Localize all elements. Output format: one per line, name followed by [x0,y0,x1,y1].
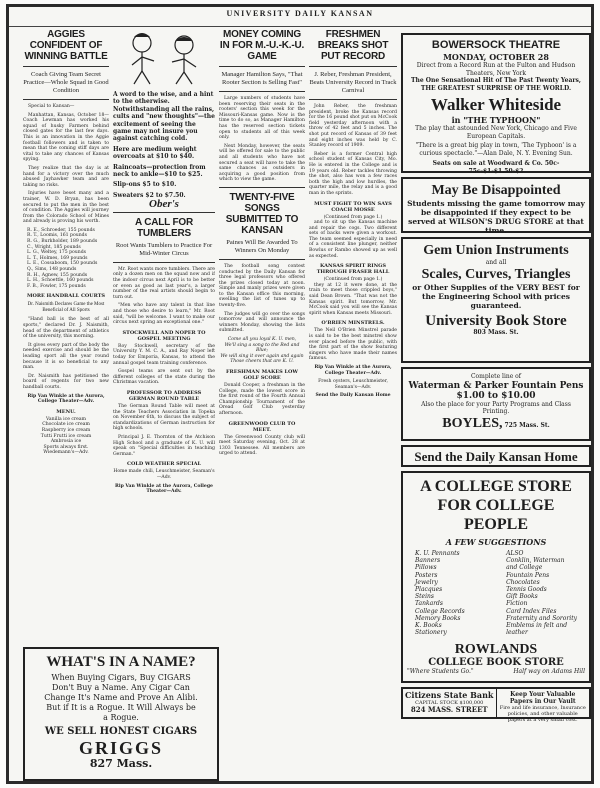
gem-sub: and all [485,259,507,266]
column-1 [23,29,109,641]
college-title-2: FOR COLLEGE PEOPLE [437,497,555,533]
ad-sign: Send the Daily Kansan Home [315,393,391,399]
roster-item: Q., Sims, 148 pounds [27,267,77,273]
article-paragraph: Mr. Root wants more tumblers. There are only a dozen men on the squad now and if the indoor circus next April is to be better or even as good as last year's, a larger number of the real artists should begin to turn out. [113,266,215,300]
college-store-ad [401,471,591,683]
aggies-subhead: Coach Giving Team Secret Practice—Whole Squad in Good Condition [23,71,109,94]
bank-left [403,689,496,717]
article-paragraph: They realize that the day is at hand for a victory over the much abused Jayhawker team and are taking no risks. [23,165,109,188]
golf-headline: FRESHMAN MAKES LOW GOLF SCORE [226,369,298,381]
gem-ad [401,237,591,363]
suggestion-item: Emblems in felt and [506,622,568,630]
masthead: UNIVERSITY DAILY KANSAN [9,7,591,27]
suggestion-item: Fiction [506,600,528,608]
whats-line: Don't Buy a Name. Any Cigar Can [52,683,190,692]
suggestion-item: Placques [415,586,443,594]
article-paragraph: Roy Stockwell, secretary of the University Y. M. C. A., and Ray Noper left today for Emporia, Kansas, to attend the annual gospel team training conference. [113,343,215,366]
theatre-date: MONDAY, OCTOBER 28 [443,52,549,62]
divider [219,187,305,188]
german-headline: PROFESSOR TO ADDRESS GERMAN ROUND TABLE [126,389,202,402]
rowlands-address: Half way on Adams Hill [513,668,585,676]
pen-text: Also the place for your Party Programs and Class Printing. [421,400,571,415]
suggestion-item: College Records [415,607,465,615]
menu-item: Sports always first. [43,444,89,450]
suggestion-item: Card Index Files [506,607,557,615]
minstrels-headline: O'BRIEN MINSTRELS. [321,320,385,327]
pen-title: Waterman & Parker Fountain Pens [408,380,584,391]
mosse-headline: MUST FIGHT TO WIN SAYS COACH MOSSE [314,200,392,213]
songs-headline: TWENTY-FIVE SONGS SUBMITTED TO KANSAN [225,191,299,236]
whats-line: Change It's Name and Prove An Alibi. [44,693,198,702]
suggestion-item: Steins [415,593,434,601]
divider [113,262,215,263]
roster-item: L. T., Holmes, 169 pounds [27,255,88,261]
seats-line: Seats on sale at Woodward & Co. 50c-75c-$1-$1.50-$2 [432,160,560,175]
newspaper-page [6,4,594,784]
article-paragraph: The Neil O'Brien Minstrel parade is said to be the best minstrel show ever placed before the public, with the first part of the show featuring singers who have made their names famous. [309,328,397,362]
suggestions-title: A FEW SUGGESTIONS [445,537,547,547]
divider [309,66,397,67]
wilson-ad [401,177,591,233]
rowlands-footer [407,668,585,676]
suggestions-right [506,550,577,636]
cold-weather-headline: COLD WEATHER SPECIAL [126,461,201,468]
article-paragraph: Dr. Naismith has petitioned the board of regents for two new handball courts. [23,373,109,390]
column-4 [309,29,397,779]
article-paragraph: Injuries have beset many and a trainer, W. D. Bryan, has been secured to put the men in the best of condition. The Aggies will journey from the Colorado School of Mines and already is proving his worth. [23,191,109,225]
stockwell-headline: STOCKWELL AND NOPER TO GOSPEL MEETING [122,329,206,342]
whats-line: When Buying Cigars, Buy CIGARS [51,673,191,682]
disappoint-title: May Be Disappointed [431,183,561,198]
suggestion-item: ALSO [506,550,524,557]
spirit-headline: KANSAS SPIRIT RINGS THROUGH FRASER HALL [316,263,390,276]
pen-line: Complete line of [470,373,522,380]
suggestion-item: Jewelry [415,578,438,586]
continued-note: (Continued from page 1.) [323,277,383,283]
song-line: We'll sing a song to the Red and Blue; [224,342,300,354]
whats-line: But if It is a Rogue. It Will Always be [46,703,196,712]
menu-title: MENU. [56,408,76,415]
suggestion-lists [407,550,585,636]
cartoon-illustration [113,29,215,87]
roster-item: R. H., Agnew, 155 pounds [27,272,88,278]
divider [113,212,215,213]
songs-subhead: Paines Will Be Awarded To Winners On Monday [226,238,298,254]
divider [219,66,305,67]
boyles-name: BOYLES, [442,415,503,431]
dateline: Special to Kansan— [28,104,75,109]
article-paragraph: The judges will go over the songs tomorrow and will announce the winners Monday, showing the lists submitted. [219,311,305,334]
ad-caption: A word to the wise, and a hint to the otherwise. Notwithstanding all the rains, cults and "new thoughts"—the excitement of seeing the game may not insure you against catching cold. [113,91,215,143]
play-name: in "THE TYPHOON" [451,115,541,125]
divider [23,66,109,67]
suggestion-item: Chocolates [506,578,540,586]
article-paragraph: "Men who have any talent in that line and those who desire to learn," Mr. Root said, "will be welcome. I want to make our circus next spring an exceptional one." [113,303,215,326]
theatre-direct: Direct from a Record Run at the Fulton and Hudson Theaters, New York [416,62,576,77]
divider [219,91,305,92]
menu-item: Tutti Frutti ice cream [40,433,92,439]
article-paragraph: Next Monday, however, the seats will be offered for sale to the public and all students who have not secured a seat will have to take the same chances as outsiders in acquiring a good position from which to view the game. [219,143,305,183]
tumblers-headline: A CALL FOR TUMBLERS [135,216,193,239]
suggestion-item: leather [506,629,528,637]
roster-item: L. E., Cossaboom, 150 pounds [27,261,98,267]
handball-headline: MORE HANDBALL COURTS [26,293,106,300]
ad-offer: Slip-ons $5 to $10. [113,181,177,189]
continued-note: (Continued from page 1.) [323,214,383,220]
pen-price: $1.00 to $10.00 [456,390,536,401]
roster-item: F. B., Fowler, 175 pounds [27,283,86,289]
send-home-text: Send the Daily Kansan Home [414,449,578,464]
roster-item: R. G., Burkholder, 189 pounds [27,239,98,245]
rowlands-subtitle: COLLEGE BOOK STORE [428,657,564,669]
theatre-quote: The play that astounded New York, Chicago and Five European Capitals. [415,125,577,140]
suggestion-item: K. Books [415,622,442,630]
handball-subhead: Dr. Naismith Declares Game the Most Beneficial of All Sports [27,302,105,314]
song-verse [219,337,305,365]
article-paragraph: Principal J. E. Thornton of the Atchison High School and a graduate of K. U. will speak on "Special difficulties in teaching German." [113,434,215,457]
store-address: 803 Mass. St. [473,328,519,336]
song-line: Those cheers that are K. U. [230,359,294,365]
suggestion-item: Pillows [415,564,437,572]
roster-item: R. T., Loomis, 161 pounds [27,233,87,239]
divider [219,259,305,260]
suggestion-item: Banners [415,557,441,565]
article-paragraph: Reber is a former Central high school student of Kansas City, Mo. He is entered in the College and is 19 years old. Reber tackles throwing the shot, also has won a few races both the high and low hurdles, the quarter mile, the relay and is a good man in the sprints. [309,151,397,196]
article-paragraph: Donald Cooper, a freshman in the College, made the lowest score in the first round of the Fourth Annual Championship Tournament of the Oread Golf Club yesterday afternoon. [219,383,305,416]
suggestions-left [415,550,465,636]
roster-item: L. H., Schoettle, 160 pounds [27,278,94,284]
college-title-1: A COLLEGE STORE [420,478,572,495]
suggestion-item: Posters [415,571,438,579]
song-line: We will sing it over again and again [220,353,304,359]
shotput-headline: FRESHMEN BREAKS SHOT PUT RECORD [317,29,389,62]
suggestion-item: Tankards [415,600,443,608]
whats-title: WHAT'S IN A NAME? [46,654,196,670]
theatre-name: BOWERSOCK THEATRE [431,39,561,51]
whats-honest: WE SELL HONEST CIGARS [44,726,198,737]
whats-line: a Rogue. [103,713,139,722]
menu-item: Chocolate ice cream [42,422,90,428]
suggestion-item: Fountain Pens [506,571,550,579]
suggestion-item: Memory Books [415,614,461,622]
boyles-line [407,416,585,432]
star-name: Walker Whiteside [430,95,562,114]
bowersock-ad [401,33,591,173]
song-line: Come all you loyal K. U. men, [227,337,297,343]
suggestion-item: Tennis Goods [506,586,547,594]
gem-text: or Other Supplies of the VERY BEST for the Engineering School with prices guaranteed. [412,282,580,310]
article-paragraph: The football song contest conducted by the Daily Kansan for three legal professors who offered the prizes closed today at noon. Simple and manly prizes were given to the Kansan office this morning, swelling the list of tunes up to twenty-five. [219,263,305,309]
cold-weather-text: Home made chili, Leuschmeister, Seaman's—Adv. [113,469,215,480]
griggs-cigar-ad [23,647,219,781]
rowlands-title: ROWLANDS [454,642,538,658]
article-paragraph: Large numbers of students have been reserving their seats in the rooters' section this week for the Missouri-Kansas game. Now is the time to do so, as Manager Hamilton has the reserved section tickets open to students all of this week only. [219,96,305,141]
rowlands-slogan: "Where Students Go." [407,668,474,676]
store-name: University Book Store [425,312,567,329]
send-home-banner [401,445,591,467]
ad-offer: Sweaters $2 to $7.50. [113,191,186,199]
column-2 [113,29,215,641]
suggestion-item: K. U. Pennants [415,550,460,557]
ad-offer: Here are medium weight overcoats at $10 to $40. [113,145,197,161]
roster-item: L. G., Weltey, 175 pounds [27,250,87,256]
article-paragraph: "Hand ball is the best of all sports," declared Dr. J. Naismith, head of the department of athletics of the university, this morning. [23,317,109,340]
bank-ad [401,687,591,723]
roster-list [23,228,109,290]
article-paragraph: and to sit up the Kansas machine and repair the cogs. Two different sets of backs were given a workout. The team seemed especially in need of a consistent line plunger, neither Bowlus or Rambo showed up as well as expected. [309,220,397,259]
disappoint-text: Students missing the game tomorrow may be disappointed if they expect to be served at WILSON'S DRUG STORE at that time. [407,199,585,235]
column-5-ads [401,29,591,781]
article-paragraph: The German Round Table will meet at the State Teachers Association in Topeka on November 6th, to discuss the subject of standardizations of German instruction for high schools. [113,403,215,432]
ad-offer: Raincoats—protection from neck to ankle—$10 to $25. [113,163,206,179]
boyles-address: 725 Mass. St. [504,421,550,429]
suggestion-item: Conklin, Waterman [506,557,565,565]
griggs-name: GRIGGS [78,738,164,758]
suggestion-item: Stationery [415,629,447,637]
ad-sign: Rip Van Winkle at the Aurora, College Theater—Adv. [314,364,392,376]
bank-right [496,689,590,723]
suggestion-item: Gift Books [506,593,538,601]
article-paragraph: The Greenwood County club will meet Saturday evening, Oct. 28 at 1303 Tennessee. All members are urged to attend. [219,434,305,457]
menu-list [23,417,109,456]
suggestion-item: and College [506,564,543,572]
bank-address: 824 MASS. STREET [410,705,488,714]
divider [23,99,109,100]
suggestion-item: Fraternity and Sorority [506,614,577,622]
menu-item: Raspberry ice cream [41,427,91,433]
article-paragraph: It gives every part of the body the needed exercise and should be the leading sport all the year round because it is so beneficial to any man. [23,342,109,371]
column-3 [219,29,305,779]
menu-item: Vanilla ice cream [45,416,86,422]
article-paragraph: they at 12 it were done, at the train to meet those crippled boys," said Dean Brown. "That was not the Kansas spirit. But tomorrow, Mr. McCook said you will see the Kansas spirit when Kansas meets Missouri. [309,282,397,316]
tumblers-subhead: Root Wants Tumblers to Practice For Mid-Winter Circus [115,241,213,257]
vault-title: Keep Your Valuable Papers in Our Vault [509,691,576,705]
gem-big: Scales, Curves, Triangles [421,266,571,282]
aggies-headline: AGGIES CONFIDENT OF WINNING BATTLE [24,29,108,62]
menu-item: Ambrosia ice [50,439,82,445]
theatre-line: The One Sensational Hit of The Past Twenty Years, THE GREATEST SURPRISE OF THE WORLD. [411,77,581,92]
article-paragraph: John Reber, the freshman president, broke the Kansas record for the 16 pound shot put on McCook field yesterday afternoon with a throw of 42 feet and 5 inches. The shot put record of Kansas of 39 feet and eight inches was held by C. Stanley record of 1909. [309,104,397,149]
bank-name: Citizens State Bank [405,690,494,700]
boyles-ad [401,367,591,441]
ad-sign: Fresh oysters, Leuschmeister, Seaman's—Adv. [318,379,388,390]
griggs-address: 827 Mass. [89,757,153,770]
article-paragraph: Manhattan, Kansas, October 18—Coach Lewman has worked his squad of husky Farmers behind closed gates for the last few days. This is an innovation in the Aggie football followers and is taken to mean that the coming stiff days are vital to take any chances of Kansas spying. [23,112,109,163]
vault-text: Fire and life insurance, Insurance policies, and other valuable papers at a very small cost. [499,705,586,723]
roster-item: R. E., Schroeder, 155 pounds [27,227,95,233]
menu-item: Wiedemann's—Adv. [43,450,89,456]
ad-sign: Rip Van Winkle at the Aurora, College Theater—Adv. [27,393,105,405]
money-headline: MONEY COMING IN FOR M.-U.-K.-U. GAME [219,29,305,62]
ad-sign: Rip Van Winkle at the Aurora, College Theater—Adv. [115,483,213,495]
roster-item: C., Wright, 185 pounds [27,244,81,250]
greenwood-headline: GREENWOOD CLUB TO MEET. [228,420,296,433]
divider [309,99,397,100]
shotput-subhead: J. Reber, Freshman President, Beats University Record in Track Carnival [309,71,397,94]
obers-brand: Ober's [149,198,179,211]
gem-title: Gem Union Instruments [423,243,569,258]
bank-capital: CAPITAL STOCK $100,000 [415,700,484,706]
article-paragraph: Gospel teams are sent out by the different colleges of the state during the Christmas vacation. [113,369,215,386]
money-subhead: Manager Hamilton Says, "That Rooter Section is Selling Fast" [221,71,303,86]
theatre-quote2: "There is a great big play in town, 'The Typhoon' is a curious spectacle."—Alan Dale, N. Y. Evening Sun. [415,142,577,157]
